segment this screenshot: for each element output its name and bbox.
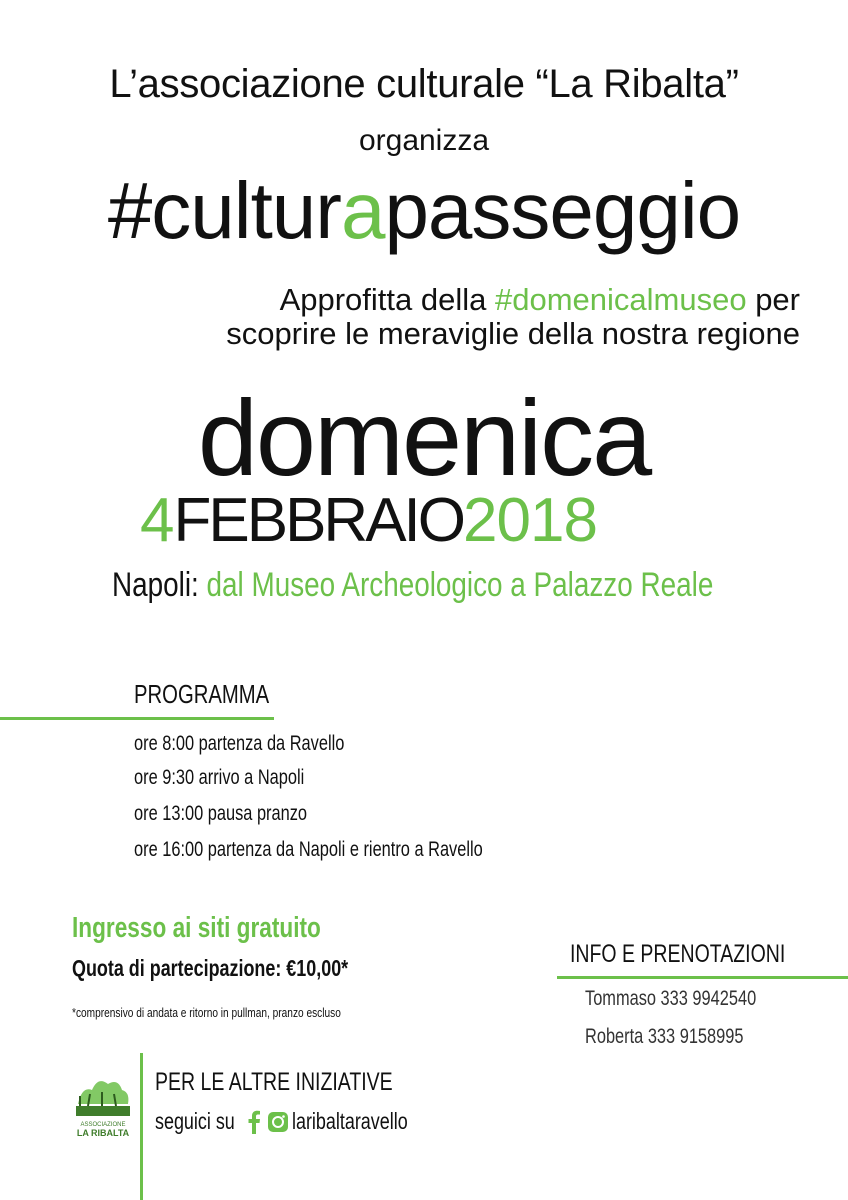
instagram-icon[interactable] [267, 1111, 289, 1138]
info-title: INFO E PRENOTAZIONI [570, 940, 786, 968]
domenicalmuseo-hashtag: #domenicalmuseo [494, 282, 747, 317]
info-divider [557, 976, 848, 979]
programma-item: ore 13:00 pausa pranzo [134, 802, 308, 825]
programma-item: ore 8:00 partenza da Ravello [134, 732, 345, 755]
quota-partecipazione: Quota di partecipazione: €10,00* [72, 955, 349, 981]
event-route: dal Museo Archeologico a Palazzo Reale [198, 566, 714, 604]
event-day: domenica [197, 377, 651, 498]
hashtag-accent: a [340, 166, 385, 255]
contact-tommaso: Tommaso 333 9942540 [585, 987, 757, 1010]
tagline-text: Approfitta della [279, 282, 495, 317]
hashtag-part: passeggio [384, 166, 741, 255]
contact-roberta: Roberta 333 9158995 [585, 1025, 744, 1048]
event-city: Napoli: [112, 566, 199, 604]
tagline-line-1 [226, 283, 800, 317]
date-month: FEBBRAIO [173, 486, 463, 555]
programma-item: ore 16:00 partenza da Napoli e rientro a Ravello [134, 838, 483, 861]
hashtag-part: #cultur [107, 166, 341, 255]
event-date [140, 485, 597, 557]
social-icons [247, 1110, 289, 1139]
svg-text:LA RIBALTA: LA RIBALTA [76, 1128, 130, 1138]
programma-divider [0, 717, 274, 720]
la-ribalta-logo [72, 1066, 134, 1140]
ingresso-gratuito: Ingresso ai siti gratuito [72, 912, 321, 944]
event-location [112, 566, 713, 605]
programma-item: ore 9:30 arrivo a Napoli [134, 766, 305, 789]
seguici-label: seguici su [155, 1108, 235, 1134]
pricing-note: *comprensivo di andata e ritorno in pullman, pranzo escluso [72, 1005, 341, 1020]
date-day: 4 [140, 486, 174, 555]
facebook-icon[interactable] [247, 1110, 261, 1139]
social-handle[interactable]: laribaltaravello [292, 1108, 408, 1134]
tagline [226, 283, 800, 351]
date-year: 2018 [463, 486, 597, 555]
hashtag-headline [0, 166, 848, 256]
altre-iniziative: PER LE ALTRE INIZIATIVE [155, 1068, 393, 1096]
organizza-label: organizza [358, 124, 490, 157]
programma-title: PROGRAMMA [134, 679, 270, 709]
svg-text:ASSOCIAZIONE: ASSOCIAZIONE [80, 1122, 126, 1128]
tagline-line-2: scoprire le meraviglie della nostra regione [226, 316, 800, 351]
tagline-text: per [746, 282, 800, 317]
footer-divider [140, 1053, 143, 1200]
association-title: L’associazione culturale “La Ribalta” [109, 62, 739, 106]
